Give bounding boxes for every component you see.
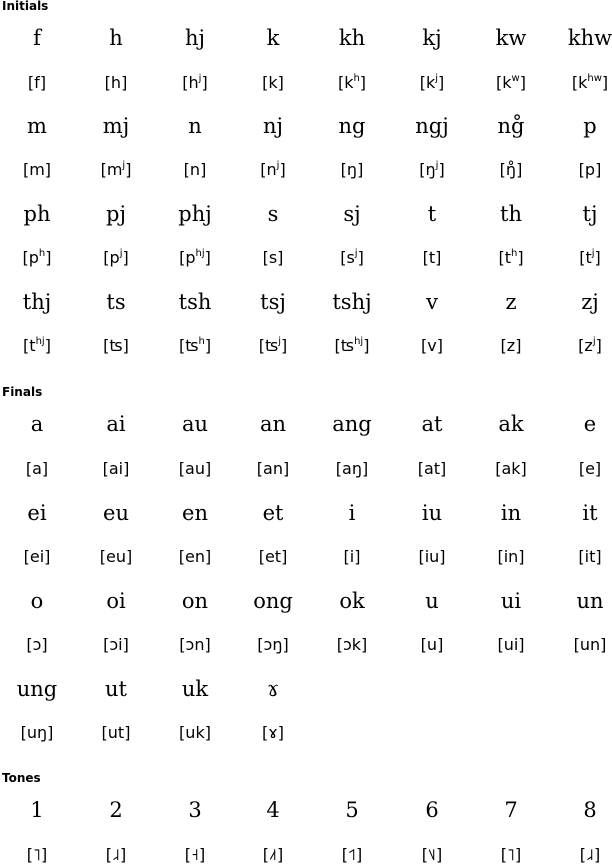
ipa-superscript: j [122,160,126,171]
ipa-superscript: j [435,73,439,84]
ipa-superscript: h [198,336,205,347]
ipa-base: ˦˥ [348,845,356,864]
initials-letter: h [109,26,123,50]
finals-letter: ung [16,677,58,701]
ipa-base: ŋ [425,160,436,179]
ipa-base: un [579,635,601,654]
ipa-base: k [268,73,278,92]
finals-letter: an [259,412,287,436]
finals-letter: ut [105,677,127,701]
finals-ipa: [au] [178,459,212,478]
initials-ipa: $[k^h]$ [337,73,367,92]
ipa-base: n [266,160,277,179]
ipa-superscript: j [435,160,439,171]
ipa-superscript: h [38,248,46,259]
initials-ipa: [ŋ̊] [499,160,523,179]
finals-letter: ui [500,589,522,613]
tones-letter: 3 [188,798,202,822]
initials-ipa: [v] [421,336,443,355]
finals-ipa: [ut] [101,723,131,742]
ipa-superscript: j [354,248,358,259]
initials-letter: tj [582,202,598,226]
ipa-base: aŋ [342,459,362,478]
ipa-base: et [264,547,282,566]
initials-ipa: $[m^j]$ [100,160,132,179]
finals-ipa: [iu] [418,547,446,566]
ipa-base: i [349,547,355,566]
finals-letter: ak [498,412,524,436]
finals-ipa: [uk] [179,723,211,742]
initials-letter: s [267,202,279,226]
ipa-base: ɔŋ [263,635,283,654]
ipa-superscript: j [198,73,202,84]
finals-ipa: [in] [497,547,525,566]
ipa-base: v [427,336,437,355]
ipa-superscript: h [510,248,518,259]
ipa-base: k [425,73,436,92]
initials-letter: k [266,26,280,50]
initials-ipa: $[p^j]$ [103,248,129,267]
initials-letter: p [583,114,597,138]
initials-letter: thj [22,290,52,314]
ipa-base: t [585,248,592,267]
ipa-superscript: j [278,336,282,347]
initials-ipa: $[t^h]$ [498,248,524,267]
finals-letter: ɤ [267,677,279,701]
initials-ipa: $[s^j]$ [340,248,364,267]
initials-ipa: $[z^j]$ [578,336,602,355]
ipa-superscript: w [511,73,520,84]
ipa-superscript: j [276,160,280,171]
ipa-base: ai [108,459,124,478]
finals-ipa: [eu] [99,547,133,566]
ipa-base: ut [107,723,125,742]
finals-letter: ai [106,412,126,436]
ipa-superscript: hj [35,336,45,347]
tones-letter: 6 [425,798,439,822]
initials-letter: m [27,114,47,138]
ipa-base: iu [424,547,440,566]
finals-ipa: [ɔi] [103,635,129,654]
ipa-base: s [268,248,278,267]
finals-letter: uk [181,677,209,701]
finals-ipa: [u] [420,635,444,654]
initials-ipa: [n] [183,160,207,179]
initials-ipa: [m] [22,160,52,179]
ipa-base: ak [501,459,521,478]
ipa-base: p [28,248,39,267]
initials-ipa: [ʦ$^{hj}$] [334,336,370,355]
finals-ipa: [et] [258,547,288,566]
ipa-base: it [584,547,596,566]
initials-letter: ph [23,202,51,226]
tones-letter: 5 [345,798,359,822]
finals-ipa: [an] [256,459,290,478]
initials-ipa: [s] [262,248,284,267]
ipa-base: ŋ̊ [505,160,517,179]
initials-ipa: $[n^j]$ [260,160,286,179]
ipa-base: eu [106,547,126,566]
ipa-base: k [344,73,354,92]
initials-ipa: $[ŋ^j]$ [419,160,445,179]
ipa-base: ui [503,635,519,654]
ipa-base: ʦ [109,336,123,355]
finals-letter: u [425,589,439,613]
finals-ipa: [ai] [102,459,130,478]
initials-letter: tsj [260,290,286,314]
finals-letter: ok [339,589,365,613]
initials-letter: khw [567,26,612,50]
ipa-superscript: hj [354,336,364,347]
finals-ipa: [it] [578,547,602,566]
finals-letter: oi [106,589,126,613]
initials-ipa: [f] [27,73,47,92]
finals-ipa: [e] [578,459,602,478]
initials-letter: ngj [415,114,449,138]
ipa-superscript: h [353,73,360,84]
initials-ipa: [k] [262,73,284,92]
ipa-base: f [34,73,40,92]
finals-letter: en [182,501,208,525]
finals-letter: ang [332,412,372,436]
tones-letter: 1 [30,798,44,822]
initials-ipa: $[k^j]$ [419,73,445,92]
ipa-base: in [503,547,519,566]
initials-ipa: $[p^{hj}]$ [179,248,211,267]
initials-letter: th [500,202,522,226]
finals-letter: o [30,589,44,613]
ipa-base: ˩˨ [112,845,120,864]
ipa-base: p [109,248,120,267]
ipa-superscript: hj [195,248,205,259]
ipa-base: at [423,459,441,478]
ipa-base: en [185,547,205,566]
ipa-base: ɔn [185,635,205,654]
initials-ipa: [ʦ$^h$] [178,336,212,355]
ipa-base: ˥ [33,845,41,864]
initials-letter: kh [338,26,366,50]
ipa-superscript: j [119,248,123,259]
ipa-base: p [185,248,196,267]
initials-ipa: $[k^w]$ [496,73,526,92]
finals-ipa: [uŋ] [20,723,54,742]
finals-letter: et [262,501,284,525]
initials-ipa: $[k^{hw}]$ [571,73,609,92]
finals-ipa: [a] [25,459,49,478]
initials-letter: pj [106,202,126,226]
tones-heading: Tones [2,771,41,785]
finals-ipa: [ui] [497,635,525,654]
tones-ipa: [˩˨] [105,845,127,864]
ipa-base: ˥˩ [428,845,436,864]
finals-letter: iu [421,501,443,525]
finals-letter: au [181,412,209,436]
initials-letter: zj [581,290,599,314]
ipa-base: t [428,248,436,267]
initials-letter: mj [102,114,130,138]
ipa-base: h [110,73,122,92]
initials-letter: sj [343,202,361,226]
ipa-base: k [578,73,588,92]
tones-ipa: [˩˦] [262,845,284,864]
tones-ipa: [˥] [26,845,48,864]
initials-ipa: [ʦ$^j$] [258,336,288,355]
initials-letter: v [426,290,438,314]
finals-letter: un [576,589,604,613]
finals-letter: a [30,412,44,436]
finals-letter: ong [253,589,293,613]
ipa-base: ʦ [185,336,199,355]
ipa-base: ɔ [32,635,42,654]
finals-heading: Finals [2,385,43,399]
initials-letter: tshj [332,290,372,314]
ipa-base: n [189,160,201,179]
initials-letter: f [33,26,41,50]
ipa-base: m [106,160,123,179]
initials-letter: ng̊ [497,114,525,138]
initials-letter: ts [106,290,126,314]
initials-ipa: $[p^h]$ [22,248,52,267]
initials-letter: hj [184,26,206,50]
initials-ipa: $[t^{hj}]$ [23,336,51,355]
ipa-base: ˩˨ [586,845,594,864]
ipa-superscript: j [592,336,596,347]
ipa-base: z [584,336,593,355]
ipa-base: t [29,336,36,355]
initials-letter: t [427,202,437,226]
finals-letter: e [583,412,597,436]
ipa-base: u [426,635,438,654]
finals-ipa: [ɤ] [261,723,285,742]
ipa-base: uk [185,723,205,742]
initials-letter: n [188,114,202,138]
tones-ipa: [˥] [500,845,522,864]
initials-ipa: [ʦ] [103,336,129,355]
finals-ipa: [i] [343,547,361,566]
tones-letter: 2 [109,798,123,822]
finals-letter: eu [103,501,129,525]
initials-letter: kj [422,26,442,50]
initials-ipa: [z] [500,336,522,355]
finals-letter: it [582,501,598,525]
finals-ipa: [ɔŋ] [257,635,289,654]
ipa-base: ˥ [507,845,515,864]
ipa-superscript: hw [587,73,602,84]
initials-ipa: [p] [578,160,602,179]
initials-ipa: $[t^j]$ [579,248,601,267]
ipa-base: ʦ [340,336,355,355]
initials-heading: Initials [2,0,49,13]
finals-ipa: [ei] [23,547,51,566]
finals-ipa: [aŋ] [335,459,369,478]
finals-letter: i [348,501,356,525]
finals-letter: on [181,589,209,613]
finals-ipa: [ak] [495,459,527,478]
finals-ipa: [ɔ] [26,635,48,654]
ipa-base: h [188,73,199,92]
tones-letter: 8 [583,798,597,822]
ipa-base: t [504,248,511,267]
initials-ipa: [h] [104,73,128,92]
initials-letter: kw [495,26,527,50]
tones-letter: 4 [266,798,280,822]
finals-letter: ei [27,501,47,525]
initials-letter: nj [262,114,284,138]
tones-ipa: [˥˩] [421,845,443,864]
finals-ipa: [ɔn] [179,635,211,654]
initials-ipa: [t] [422,248,442,267]
tones-letter: 7 [504,798,518,822]
tones-ipa: [˦˥] [341,845,363,864]
ipa-base: k [502,73,512,92]
ipa-base: a [32,459,42,478]
ipa-base: ŋ [346,160,358,179]
ipa-base: ɤ [268,723,278,742]
ipa-base: s [346,248,355,267]
ipa-base: ɔi [109,635,123,654]
finals-ipa: [un] [573,635,607,654]
initials-letter: z [505,290,517,314]
initials-letter: ng [338,114,366,138]
initials-ipa: $[h^j]$ [182,73,208,92]
ipa-base: ʦ [264,336,279,355]
ipa-base: p [584,160,596,179]
finals-ipa: [at] [417,459,447,478]
ipa-base: ˩˦ [269,845,277,864]
ipa-base: ɔk [342,635,362,654]
tones-ipa: [˧] [184,845,206,864]
tones-ipa: [˩˨] [579,845,601,864]
ipa-base: z [506,336,516,355]
ipa-base: ˧ [191,845,199,864]
ipa-base: an [263,459,283,478]
ipa-base: e [585,459,595,478]
ipa-base: au [185,459,205,478]
ipa-base: ei [29,547,45,566]
initials-letter: tsh [178,290,212,314]
finals-ipa: [en] [178,547,212,566]
ipa-superscript: j [591,248,595,259]
initials-letter: phj [178,202,212,226]
initials-ipa: [ŋ] [340,160,364,179]
ipa-base: uŋ [26,723,48,742]
finals-letter: in [500,501,522,525]
finals-ipa: [ɔk] [336,635,368,654]
ipa-base: m [29,160,45,179]
finals-letter: at [421,412,443,436]
